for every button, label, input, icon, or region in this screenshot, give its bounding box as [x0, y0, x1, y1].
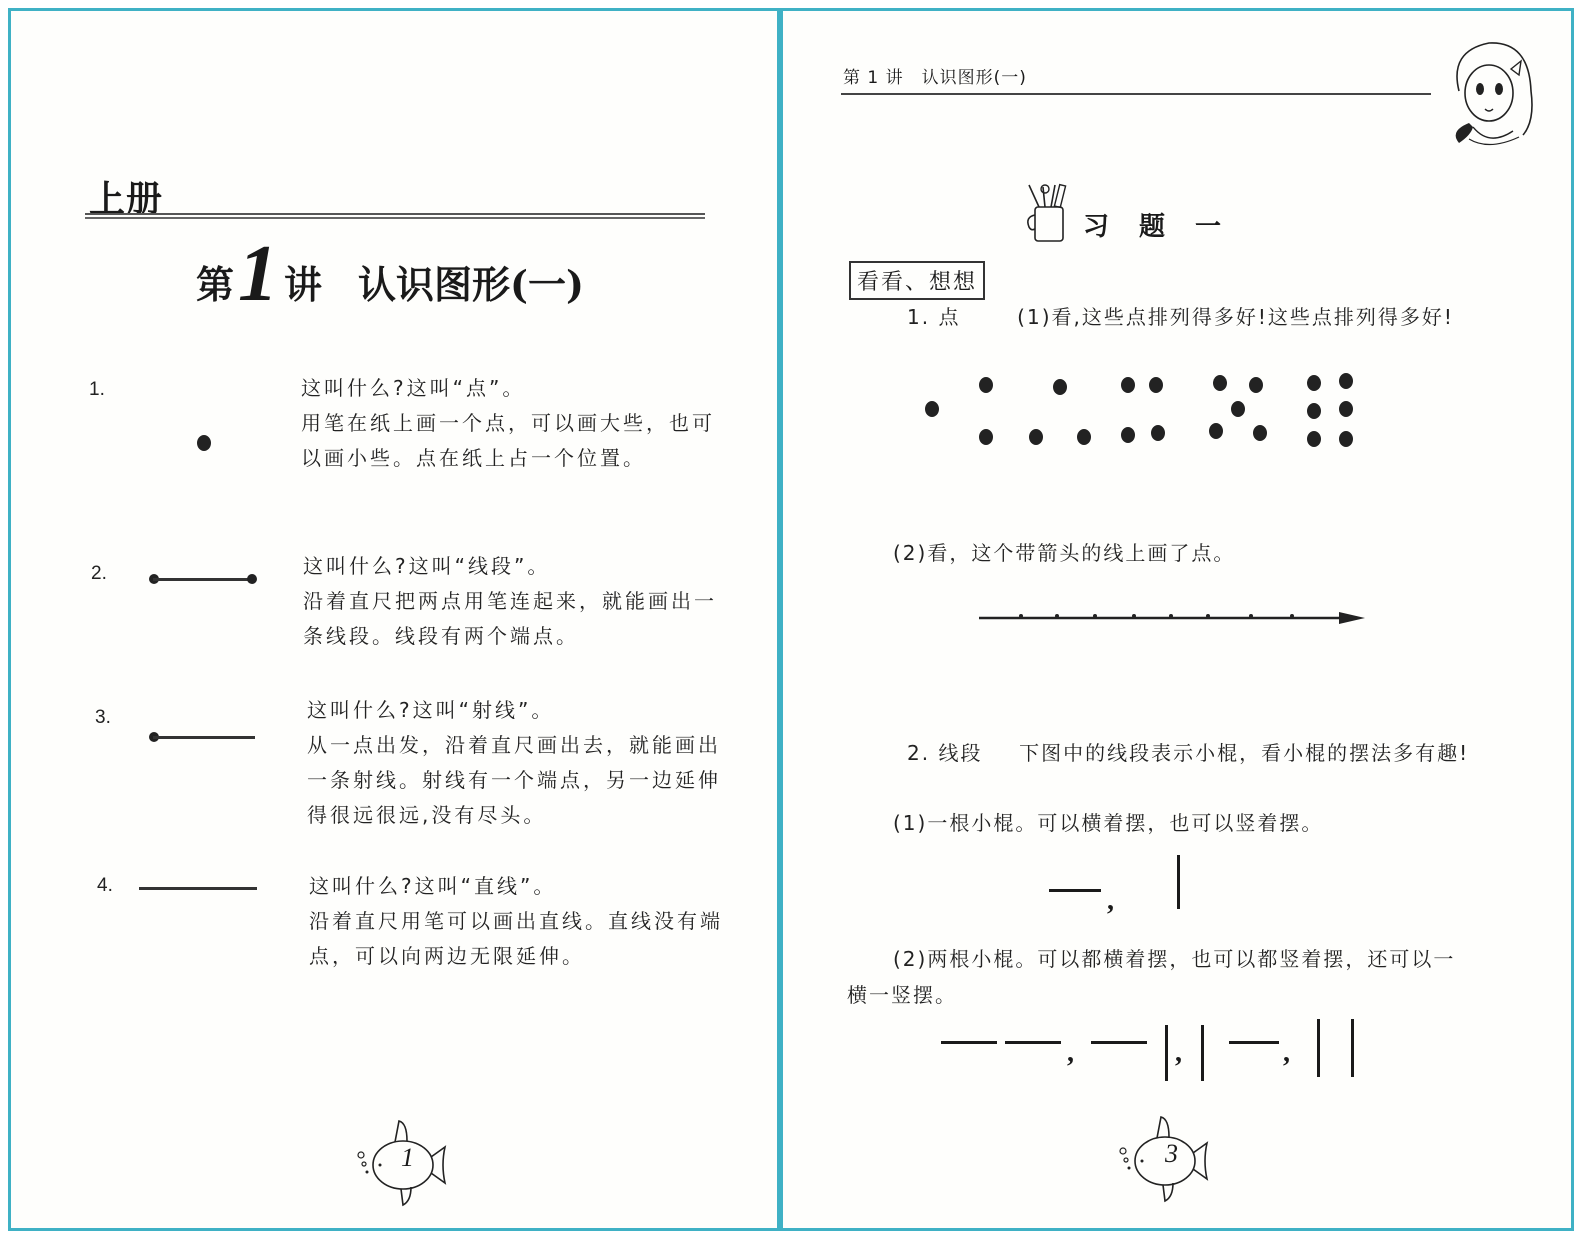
item-text: 这叫什么?这叫“线段”。 沿着直尺把两点用笔连起来，就能画出一条线段。线段有两个端点。	[303, 554, 717, 648]
two-sticks-figure: , , ,	[933, 1021, 1373, 1081]
exercise-title: 习题一	[1083, 212, 1252, 242]
dot-pattern-figure	[913, 371, 1373, 461]
q1-part2: (2)看，这个带箭头的线上画了点。	[893, 541, 1236, 565]
q2-part2: (2)两根小棍。可以都横着摆，也可以都竖着摆，还可以一横一竖摆。	[847, 947, 1456, 1007]
lesson-suffix: 讲	[284, 262, 323, 307]
fish-icon	[1113, 1105, 1213, 1205]
item-number: 3.	[95, 707, 111, 728]
lesson-number: 1	[238, 230, 279, 318]
q2-part1: (1)一根小棍。可以横着摆，也可以竖着摆。	[893, 811, 1324, 835]
item-number: 2.	[91, 563, 107, 584]
page-number-badge	[1113, 1105, 1213, 1209]
lesson-name: 认识图形(一)	[358, 262, 584, 307]
arrow-line-with-points-figure	[979, 607, 1369, 627]
q1-part1: (1)看,这些点排列得多好!这些点排列得多好!	[1017, 305, 1454, 329]
lesson-title	[196, 230, 584, 318]
q2-text	[847, 735, 1477, 771]
left-page	[8, 8, 780, 1231]
right-page	[780, 8, 1574, 1231]
q1-label: 1. 点	[907, 305, 961, 329]
page-number: 1	[401, 1143, 414, 1172]
one-stick-figure: ,	[1043, 851, 1203, 921]
pencil-cup-icon	[1021, 181, 1077, 243]
line-segment-figure	[149, 573, 259, 585]
section-label: 看看、想想	[849, 261, 985, 300]
page-number: 3	[1165, 1139, 1178, 1168]
q1-text	[847, 299, 1477, 335]
volume-title-rule	[85, 213, 705, 219]
page-number-badge	[351, 1109, 451, 1213]
running-head-rule	[841, 93, 1431, 95]
item-number: 1.	[89, 379, 105, 400]
q2-label: 2. 线段	[907, 741, 983, 765]
ray-figure	[149, 731, 259, 743]
lesson-prefix: 第	[196, 262, 235, 307]
item-text: 这叫什么?这叫“点”。 用笔在纸上画一个点，可以画大些，也可以画小些。点在纸上占一个位置。	[301, 376, 715, 470]
straight-line-figure	[139, 887, 257, 890]
item-number: 4.	[97, 875, 113, 896]
point-figure	[197, 435, 211, 451]
q2-intro: 下图中的线段表示小棍，看小棍的摆法多有趣!	[1019, 741, 1470, 765]
girl-illustration-icon	[1419, 31, 1559, 151]
item-text: 这叫什么?这叫“射线”。 从一点出发，沿着直尺画出去，就能画出一条射线。射线有一个端点，另一边延伸得很远很远,没有尽头。	[307, 698, 721, 827]
volume-title: 上册	[89, 178, 164, 220]
item-text: 这叫什么?这叫“直线”。 沿着直尺用笔可以画出直线。直线没有端点，可以向两边无限延伸。	[309, 874, 723, 968]
running-head: 第 1 讲 认识图形(一)	[843, 68, 1027, 88]
